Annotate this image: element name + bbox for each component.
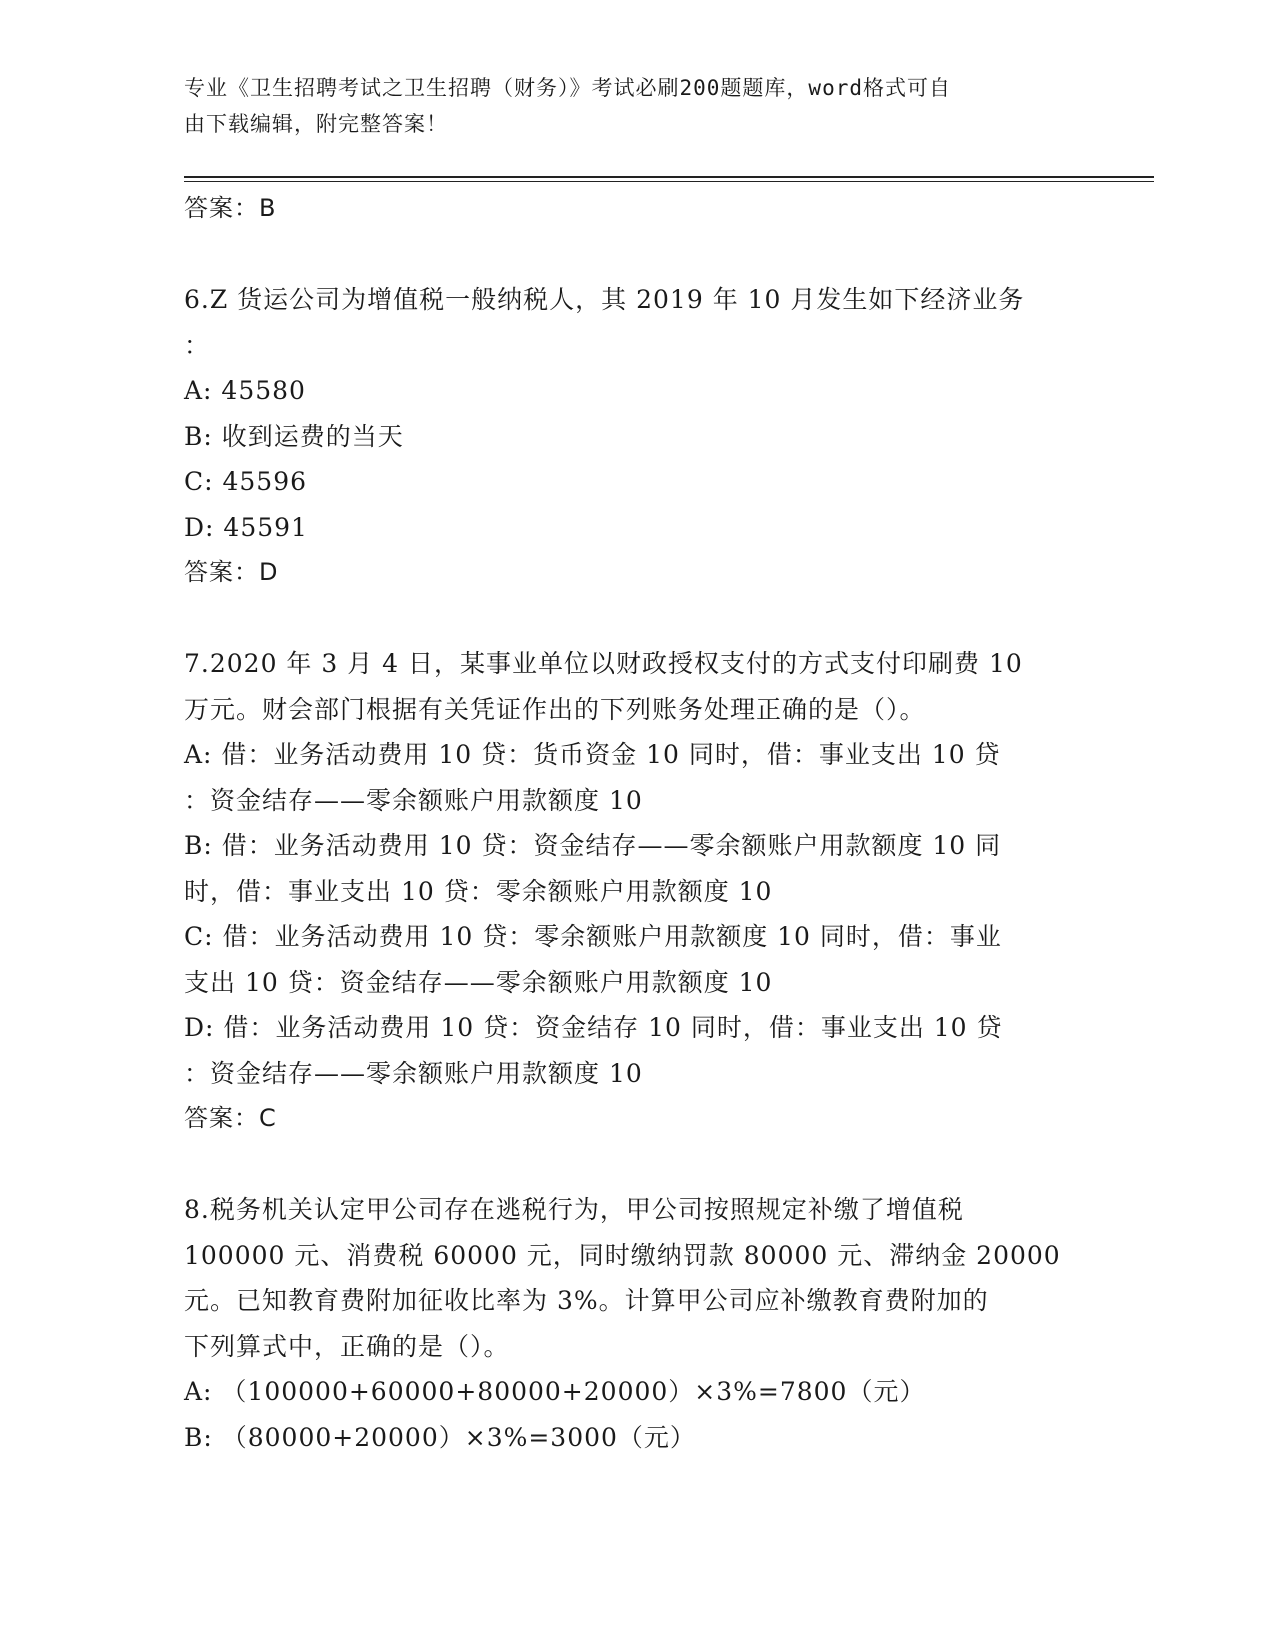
option-a: A: 45580 [184,376,306,405]
option-b: B: 借：业务活动费用 10 贷：资金结存——零余额账户用款额度 10 同 [184,831,1002,860]
header-divider-thin [184,181,1154,182]
answer-label: 答案：B [184,194,277,222]
question-7 [184,641,1084,1142]
question-stem: 8.税务机关认定甲公司存在逃税行为，甲公司按照规定补缴了增值税 [184,1195,964,1224]
option-a: ：资金结存——零余额账户用款额度 10 [184,785,643,815]
question-stem: ： [184,330,211,360]
question-stem: 元。已知教育费附加征收比率为 3%。计算甲公司应补缴教育费附加的 [184,1286,989,1315]
answer-label: 答案：D [184,558,279,586]
spacer [184,1142,1084,1188]
question-stem: 下列算式中，正确的是（）。 [184,1331,510,1361]
option-a: A: 借：业务活动费用 10 贷：货币资金 10 同时，借：事业支出 10 贷 [184,740,1001,769]
question-6 [184,277,1084,596]
question-stem: 万元。财会部门根据有关凭证作出的下列账务处理正确的是（）。 [184,694,926,724]
option-a: A: （100000+60000+80000+20000）×3%=7800（元） [184,1377,926,1406]
question-stem: 7.2020 年 3 月 4 日，某事业单位以财政授权支付的方式支付印刷费 10 [184,649,1023,678]
header-divider-thick [184,176,1154,178]
question-stem: 6.Z 货运公司为增值税一般纳税人，其 2019 年 10 月发生如下经济业务 [184,285,1025,314]
question-8 [184,1187,1084,1460]
header-line-1: 专业《卫生招聘考试之卫生招聘（财务）》考试必刷200题题库，word格式可自 [184,76,951,100]
option-d: ：资金结存——零余额账户用款额度 10 [184,1058,643,1088]
option-c: C: 借：业务活动费用 10 贷：零余额账户用款额度 10 同时，借：事业 [184,922,1002,951]
option-b: B: 收到运费的当天 [184,421,404,451]
option-b: B: （80000+20000）×3%=3000（元） [184,1422,696,1452]
spacer [184,232,1084,278]
page-header [184,70,1064,142]
option-d: D: 45591 [184,512,308,542]
answer-label: 答案：C [184,1104,277,1132]
option-c: 支出 10 贷：资金结存——零余额账户用款额度 10 [184,967,773,997]
question-stem: 100000 元、消费税 60000 元，同时缴纳罚款 80000 元、滞纳金 20000 [184,1240,1061,1270]
header-line-2: 由下载编辑，附完整答案！ [184,112,448,136]
option-b: 时，借：事业支出 10 贷：零余额账户用款额度 10 [184,876,773,906]
option-d: D: 借：业务活动费用 10 贷：资金结存 10 同时，借：事业支出 10 贷 [184,1013,1003,1042]
spacer [184,596,1084,642]
option-c: C: 45596 [184,467,308,496]
document-body [184,186,1084,1460]
